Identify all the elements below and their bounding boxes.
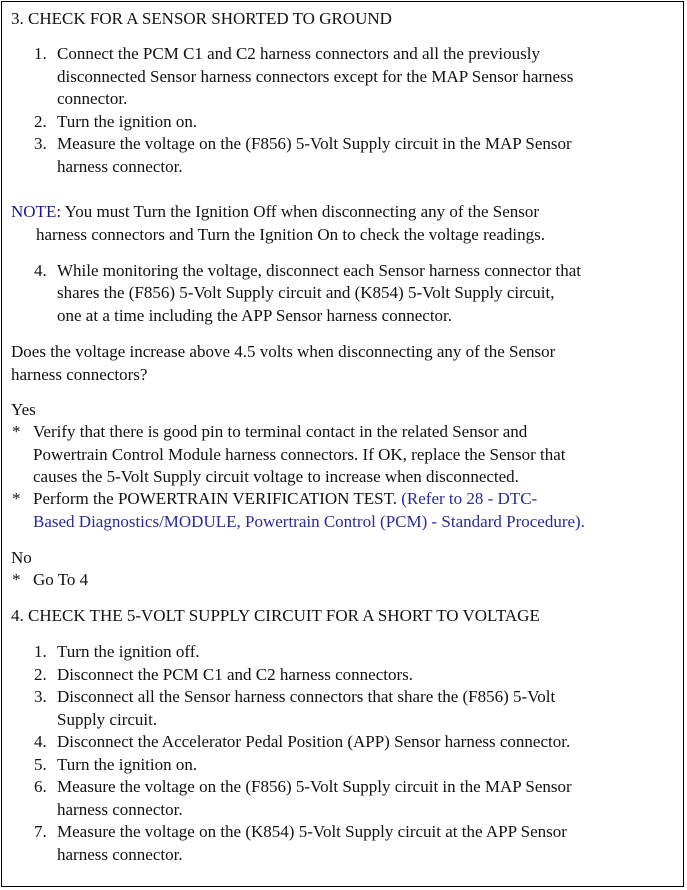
section-3-heading: 3. CHECK FOR A SENSOR SHORTED TO GROUND — [11, 9, 392, 28]
section-4-step-5: 5. Turn the ignition on. — [34, 755, 198, 774]
section-4-step-6-cont: harness connector. — [57, 800, 183, 819]
no-bullet-1: Go To 4 — [33, 570, 89, 589]
section-4-step-4: 4. Disconnect the Accelerator Pedal Position (APP) Sensor harness connector. — [34, 732, 571, 751]
refer-link-cont[interactable]: Based Diagnostics/MODULE, Powertrain Control (PCM) - Standard Procedure). — [33, 512, 585, 531]
section-3-step-4-cont: shares the (F856) 5-Volt Supply circuit and (K854) 5-Volt Supply circuit, — [57, 283, 555, 302]
section-3-step-4: 4. While monitoring the voltage, disconnect each Sensor harness connector that — [34, 261, 582, 280]
section-4-step-1: 1. Turn the ignition off. — [34, 642, 200, 661]
section-3-step-1-cont: connector. — [57, 89, 128, 108]
question-text-cont: harness connectors? — [11, 365, 148, 384]
yes-bullet-1: Verify that there is good pin to terminal contact in the related Sensor and — [33, 422, 528, 441]
yes-bullet-1-cont: Powertrain Control Module harness connectors. If OK, replace the Sensor that — [33, 445, 566, 464]
bullet-icon: * — [12, 489, 21, 508]
section-4-step-7-cont: harness connector. — [57, 845, 183, 864]
section-4-step-7: 7. Measure the voltage on the (K854) 5-Volt Supply circuit at the APP Sensor — [34, 822, 567, 841]
bullet-icon: * — [12, 422, 21, 441]
section-4-step-6: 6. Measure the voltage on the (F856) 5-Volt Supply circuit in the MAP Sensor — [34, 777, 572, 796]
section-3-step-4-cont: one at a time including the APP Sensor harness connector. — [57, 306, 453, 325]
section-4-step-3: 3. Disconnect all the Sensor harness connectors that share the (F856) 5-Volt — [34, 687, 556, 706]
section-3-step-2: 2. Turn the ignition on. — [34, 112, 198, 131]
section-3-step-1: 1. Connect the PCM C1 and C2 harness connectors and all the previously — [34, 44, 540, 63]
note-paragraph-cont: harness connectors and Turn the Ignition On to check the voltage readings. — [36, 225, 545, 244]
section-3-step-3-cont: harness connector. — [57, 157, 183, 176]
note-paragraph: NOTE: You must Turn the Ignition Off when disconnecting any of the Sensor — [11, 202, 540, 221]
section-3-step-1-cont: disconnected Sensor harness connectors except for the MAP Sensor harness — [57, 67, 574, 86]
document-page — [1, 1, 684, 887]
yes-bullet-2: Perform the POWERTRAIN VERIFICATION TEST. (Refer to 28 - DTC- — [33, 489, 538, 508]
yes-bullet-1-cont: causes the 5-Volt Supply circuit voltage to increase when disconnected. — [33, 467, 519, 486]
note-label: NOTE — [11, 202, 57, 221]
bullet-icon: * — [12, 570, 21, 589]
refer-link[interactable]: (Refer to 28 - DTC- — [401, 489, 538, 508]
section-4-step-3-cont: Supply circuit. — [57, 710, 158, 729]
yes-label: Yes — [11, 400, 36, 419]
section-3-step-3: 3. Measure the voltage on the (F856) 5-Volt Supply circuit in the MAP Sensor — [34, 134, 572, 153]
no-label: No — [11, 548, 32, 567]
section-4-step-2: 2. Disconnect the PCM C1 and C2 harness connectors. — [34, 665, 413, 684]
section-4-heading: 4. CHECK THE 5-VOLT SUPPLY CIRCUIT FOR A SHORT TO VOLTAGE — [11, 606, 540, 625]
question-text: Does the voltage increase above 4.5 volts when disconnecting any of the Sensor — [11, 342, 556, 361]
